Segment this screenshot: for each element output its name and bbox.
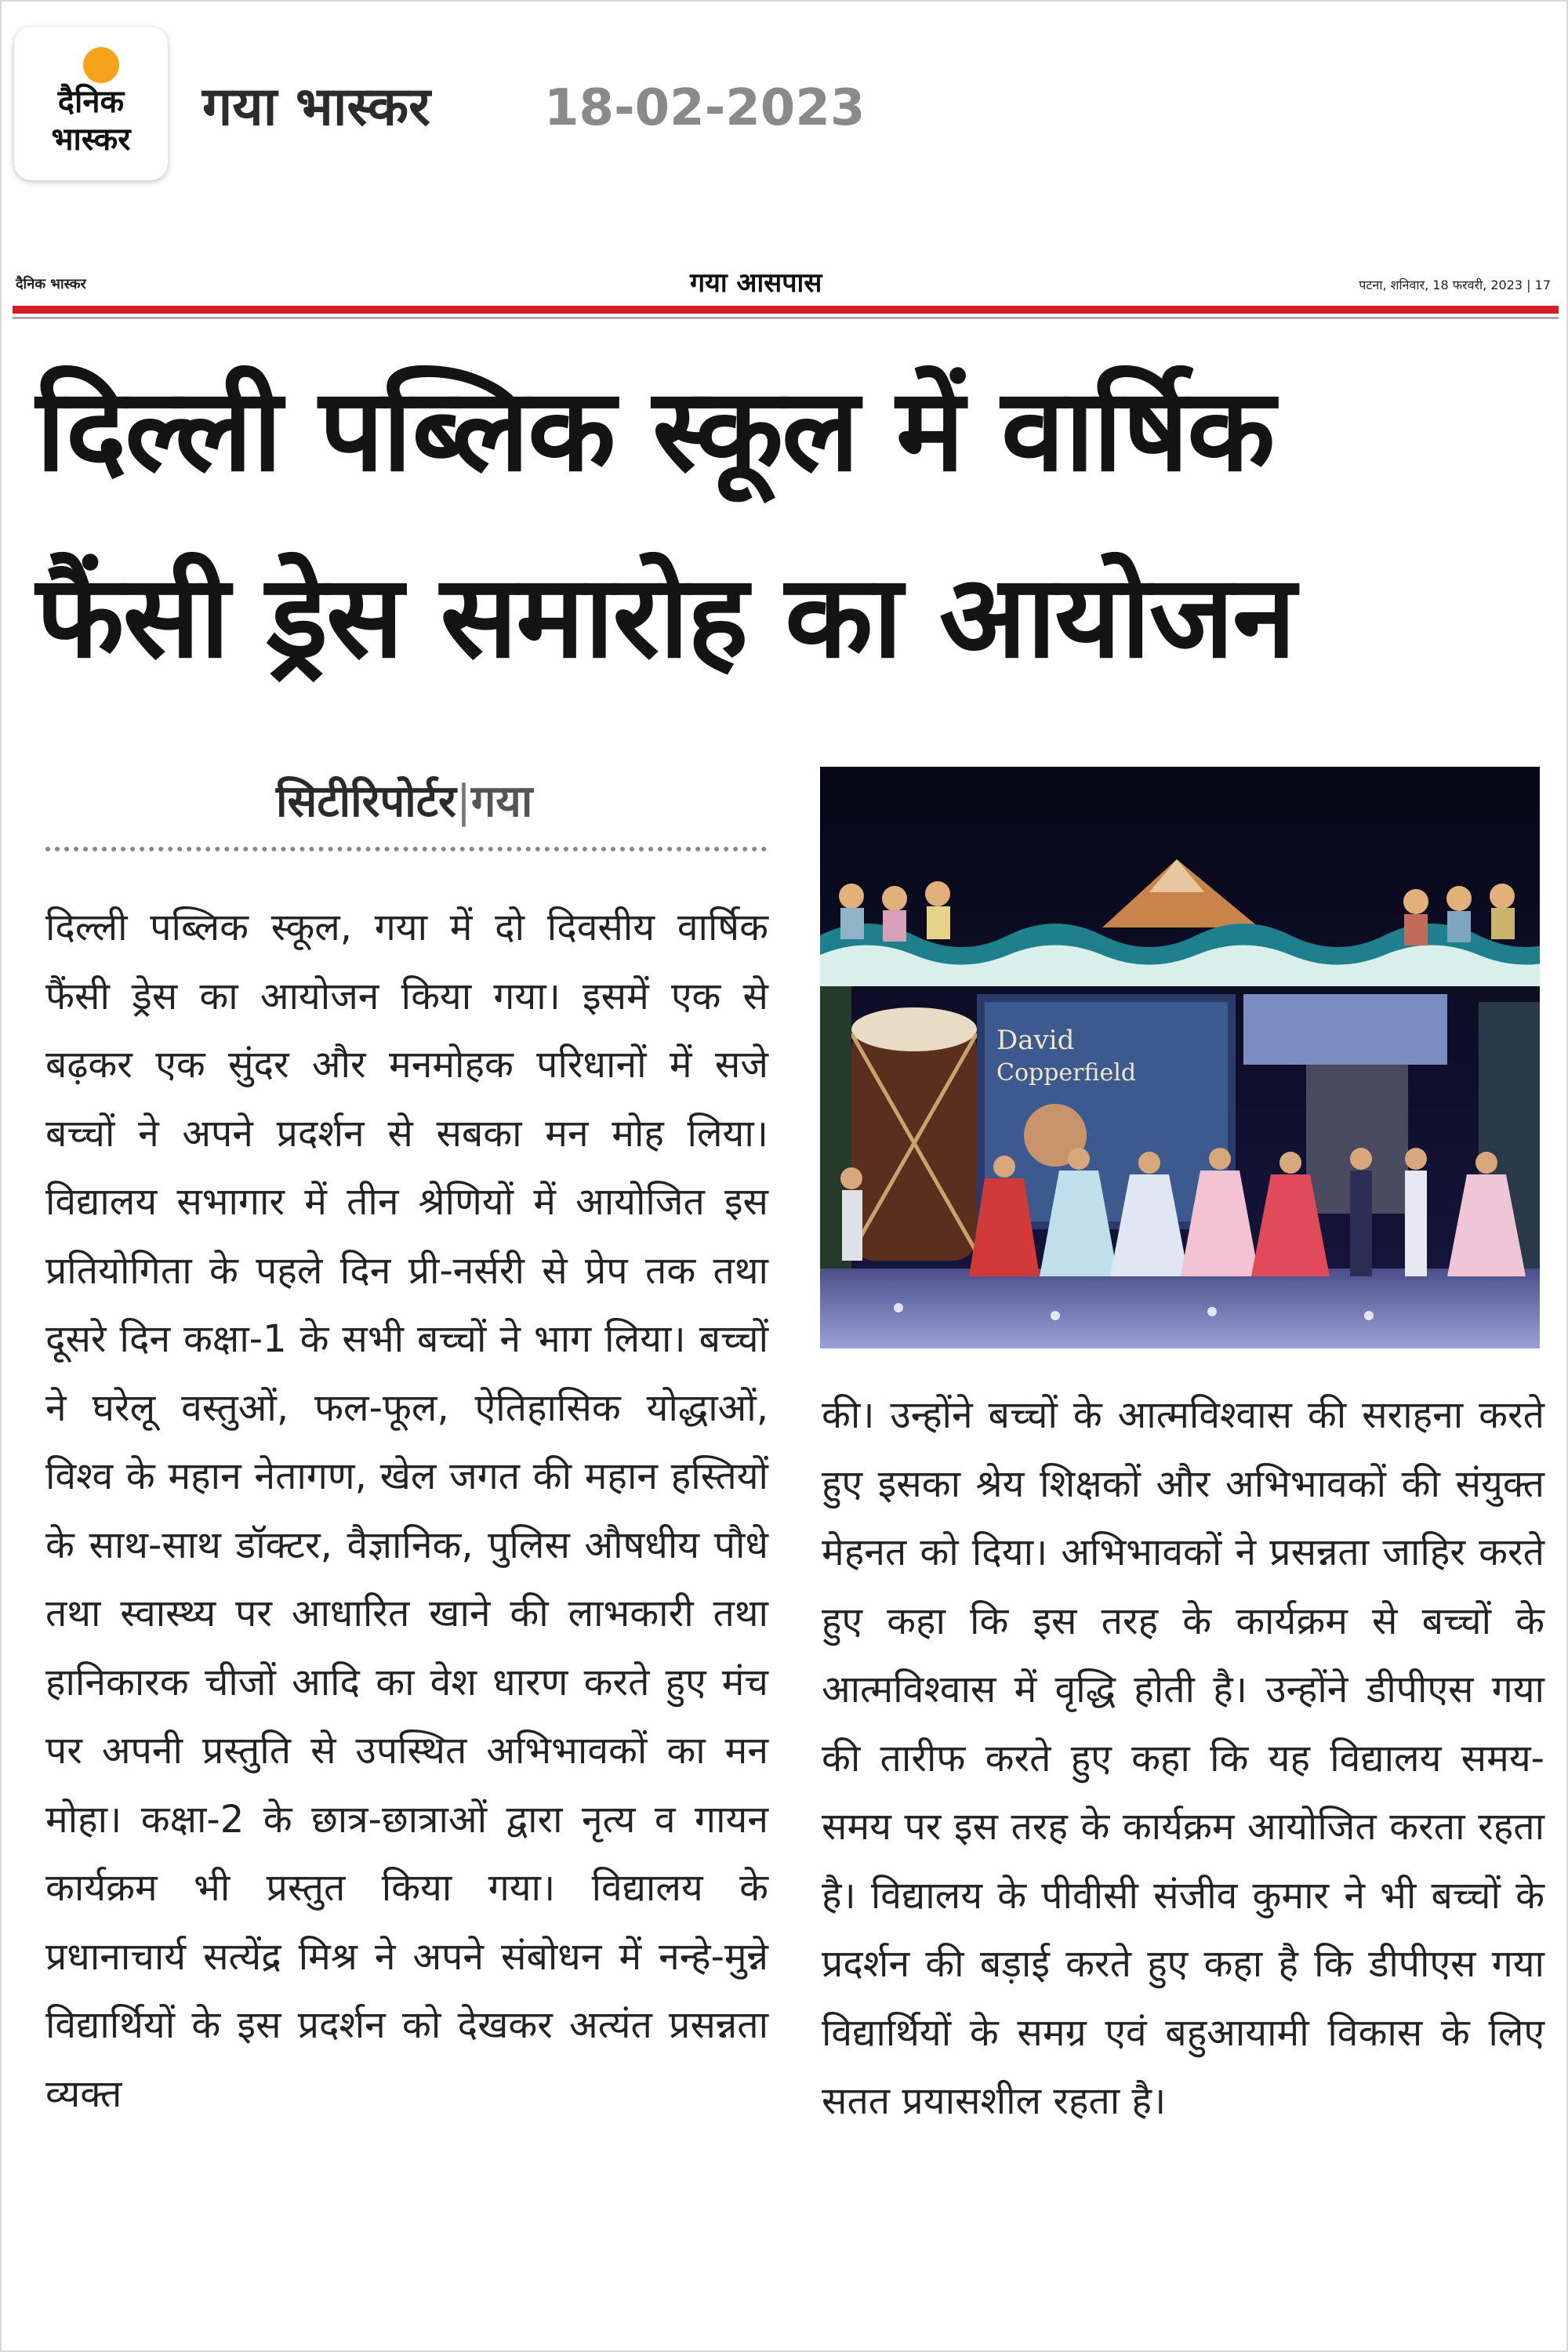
svg-text:Copperfield: Copperfield [996,1059,1137,1087]
dotted-divider [45,847,767,851]
page-dateline: पटना, शनिवार, 18 फरवरी, 2023 | 17 [1359,278,1551,292]
gray-divider [13,317,1559,319]
logo-text-line2: भास्कर [51,122,131,158]
byline-separator: | [456,776,471,827]
article-headline [36,337,1541,710]
dainik-bhaskar-logo[interactable] [14,27,168,180]
byline-place: गया [470,776,533,827]
edition-date: 18-02-2023 [544,79,866,137]
byline [276,770,532,829]
sun-icon [83,47,119,83]
article-column-2 [822,1381,1544,2136]
page-section-title: गया आसपास [690,267,822,299]
red-divider [13,306,1559,314]
event-photo [820,767,1540,1348]
article-paragraph: दिल्ली पब्लिक स्कूल, गया में दो दिवसीय वार्षिक फैंसी ड्रेस का आयोजन किया गया। इसमें एक से बढ़कर एक सुंदर और मनमोहक परिधानों में सजे बच्चों ने अपने प्रदर्शन से सबका मन मोह लिया। विद्यालय सभागार में तीन श्रेणियों में आयोजित इस प्रतियोगिता के पहले दिन प्री-नर्सरी से प्रेप तक तथा दूसरे दिन कक्षा-1 के सभी बच्चों ने भाग लिया। बच्चों ने घरेलू वस्तुओं, फल-फूल, ऐतिहासिक योद्धाओं, विश्व के महान नेतागण, खेल जगत की महान हस्तियों के साथ-साथ डॉक्टर, वैज्ञानिक, पुलिस औषधीय पौधे तथा स्वास्थ्य पर आधारित खाने की लाभकारी तथा हानिकारक चीजों आदि का वेश धारण करते हुए मंच पर अपनी प्रस्तुति से उपस्थित अभिभावकों का मन मोहा। कक्षा-2 के छात्र-छात्राओं द्वारा नृत्य व गायन कार्यक्रम भी प्रस्तुत किया गया। विद्यालय के प्रधानाचार्य सत्येंद्र मिश्र ने अपने संबोधन में नन्हे-मुन्ने विद्यार्थियों के इस प्रदर्शन को देखकर अत्यंत प्रसन्नता व्यक्त [45,906,768,2116]
article-column-1 [45,894,768,2129]
headline-line-1: दिल्ली पब्लिक स्कूल में वार्षिक [36,364,1274,497]
byline-reporter: सिटीरिपोर्टर [276,776,456,827]
article-paragraph: की। उन्होंने बच्चों के आत्मविश्वास की सराहना करते हुए इसका श्रेय शिक्षकों और अभिभावकों की संयुक्त मेहनत को दिया। अभिभावकों ने प्रसन्नता जाहिर करते हुए कहा कि इस तरह के कार्यक्रम से बच्चों के आत्मविश्वास में वृद्धि होती है। उन्होंने डीपीएस गया की तारीफ करते हुए कहा कि यह विद्यालय समय-समय पर इस तरह के कार्यक्रम आयोजित करता रहता है। विद्यालय के पीवीसी संजीव कुमार ने भी बच्चों के प्रदर्शन की बड़ाई करते हुए कहा है कि डीपीएस गया विद्यार्थियों के समग्र एवं बहुआयामी विकास के लिए सतत प्रयासशील रहता है। [822,1393,1544,2123]
logo-text-line1: दैनिक [57,84,125,120]
svg-text:David: David [996,1025,1075,1056]
headline-line-2: फैंसी ड्रेस समारोह का आयोजन [36,550,1295,684]
paper-name: दैनिक भास्कर [16,276,86,292]
edition-title: गया भास्कर [202,76,430,138]
